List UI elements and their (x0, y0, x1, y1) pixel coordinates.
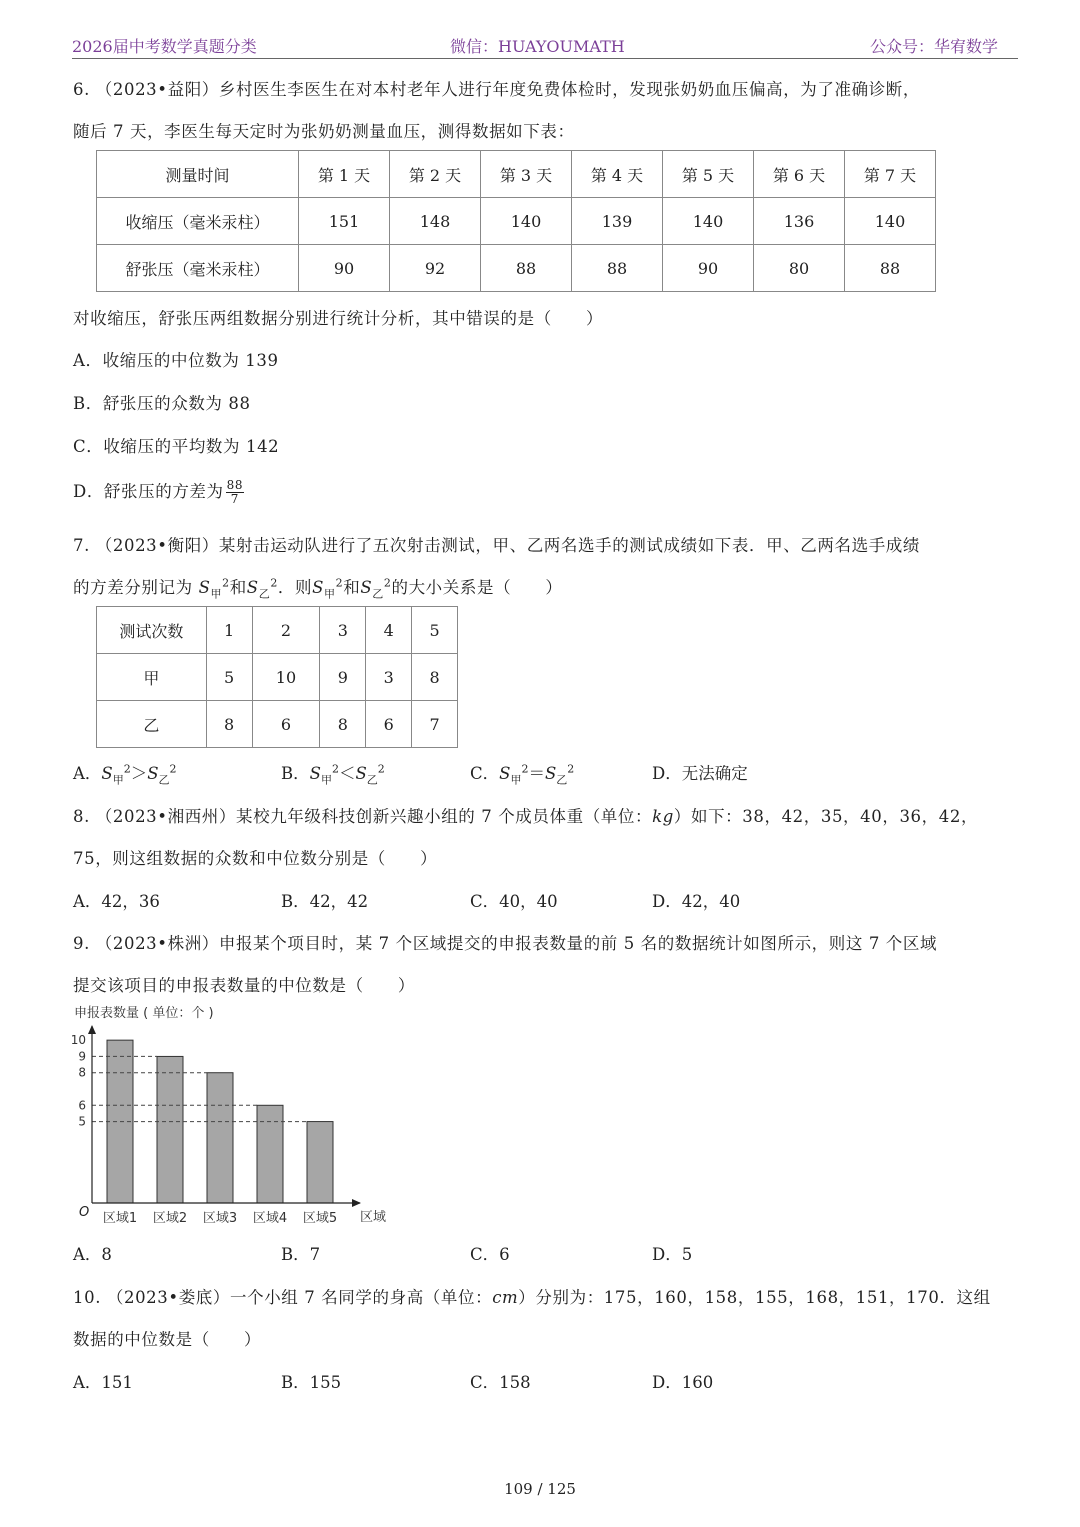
sub-jia: 甲 (324, 587, 336, 601)
q9-option-c: C．6 (470, 1245, 510, 1264)
q9-option-a: A．8 (73, 1245, 112, 1264)
q6-table-cell: 90 (663, 245, 754, 292)
q6-table-cell: 140 (663, 198, 754, 245)
header-account: 公众号：华宥数学 (869, 37, 998, 56)
q6-table-cell: 舒张压（毫米汞柱） (97, 245, 299, 292)
variance-symbol: S (360, 578, 373, 597)
q7-table-body (97, 607, 458, 748)
q6-line1: 6. （2023•益阳）乡村医生李医生在对本村老年人进行年度免费体检时，发现张奶奶血压偏高，为了准确诊断， (73, 80, 921, 99)
q10-option-b: B．155 (281, 1373, 342, 1392)
sub-jia: 甲 (112, 773, 124, 787)
q6-table-cell: 136 (754, 198, 845, 245)
q6-table-cell: 92 (390, 245, 481, 292)
q8-line1 (73, 803, 978, 827)
q9-option-b: B．7 (281, 1245, 321, 1264)
q6-table-cell: 第 5 天 (663, 151, 754, 198)
q6-table-cell: 80 (754, 245, 845, 292)
sup-2: 2 (377, 762, 385, 776)
header-wechat: 微信：HUAYOUMATH (450, 37, 625, 56)
q6-table-row-1 (97, 198, 936, 245)
q8-option-c: C．40，40 (470, 892, 558, 911)
q8-line2: 75，则这组数据的众数和中位数分别是（ ） (73, 849, 438, 868)
q7-table-cell: 2 (252, 607, 320, 654)
q6-table-cell: 第 2 天 (390, 151, 481, 198)
q7-table-cell: 甲 (97, 654, 207, 701)
q6-option-c: C．收缩压的平均数为 142 (73, 437, 280, 456)
q9-line2: 提交该项目的申报表数量的中位数是（ ） (73, 976, 415, 995)
q7-option-b (281, 760, 385, 787)
variance-symbol: S (355, 764, 367, 783)
q7-table (96, 606, 458, 748)
q10-option-d: D．160 (652, 1373, 714, 1392)
q7-table-cell: 9 (320, 654, 366, 701)
q6-option-d (73, 478, 244, 506)
x-tick-label: 区域4 (252, 1211, 288, 1226)
x-tick-labels (103, 1211, 337, 1226)
q7-text-part: 和 (343, 578, 361, 597)
q7-option-d: D．无法确定 (652, 764, 748, 783)
q6-table-row-2 (97, 245, 936, 292)
q7-table-cell: 5 (412, 607, 458, 654)
q7-table-cell: 6 (366, 701, 412, 748)
bar-3 (207, 1073, 233, 1203)
q7-table-cell: 测试次数 (97, 607, 207, 654)
q8-option-b: B．42，42 (281, 892, 369, 911)
sub-jia: 甲 (510, 773, 522, 787)
q9-bar-chart (70, 1000, 400, 1230)
q6-table (96, 150, 936, 292)
q7-line1: 7. （2023•衡阳）某射击运动队进行了五次射击测试，甲、乙两名选手的测试成绩如下表．甲、乙两名选手成绩 (73, 536, 921, 555)
q6-table-cell: 139 (572, 198, 663, 245)
q7-table-cell: 3 (366, 654, 412, 701)
q10-option-a: A．151 (73, 1373, 133, 1392)
sup-2: 2 (331, 762, 339, 776)
q8-option-a: A．42，36 (73, 892, 160, 911)
sup-2: 2 (270, 576, 278, 590)
q6-option-d-fraction (226, 479, 244, 506)
q6-table-cell: 第 4 天 (572, 151, 663, 198)
q8-option-d: D．42，40 (652, 892, 741, 911)
q6-stem: 对收缩压，舒张压两组数据分别进行统计分析，其中错误的是（ ） (73, 309, 604, 328)
variance-symbol: S (147, 764, 159, 783)
sup-2: 2 (222, 576, 230, 590)
sub-yi: 乙 (372, 587, 384, 601)
q6-option-a: A．收缩压的中位数为 139 (73, 351, 279, 370)
q7-option-c (470, 760, 574, 787)
q7-table-cell: 6 (252, 701, 320, 748)
q6-option-d-text: D．舒张压的方差为 (73, 482, 224, 501)
variance-symbol: S (246, 578, 259, 597)
q8-unit: kg (652, 807, 674, 826)
q10-line2: 数据的中位数是（ ） (73, 1330, 262, 1349)
x-tick-label: 区域2 (152, 1211, 188, 1226)
q6-table-cell: 88 (481, 245, 572, 292)
q6-table-cell: 151 (299, 198, 390, 245)
sup-2: 2 (383, 576, 392, 590)
q8-text-part: ）如下：38，42，35，40，36，42， (673, 807, 979, 826)
x-tick-label: 区域3 (202, 1211, 238, 1226)
q6-table-body (97, 151, 936, 292)
q7-text-part: 的方差分别记为 (73, 578, 193, 597)
header-title: 2026届中考数学真题分类 (72, 37, 257, 56)
q7-table-cell: 乙 (97, 701, 207, 748)
q9-line1: 9. （2023•株洲）申报某个项目时，某 7 个区域提交的申报表数量的前 5 名的数据统计如图所示，则这 7 个区域 (73, 934, 938, 953)
sub-yi: 乙 (556, 773, 568, 787)
q6-option-b: B．舒张压的众数为 88 (73, 394, 251, 413)
variance-symbol: S (312, 578, 325, 597)
q10-line1 (73, 1284, 991, 1308)
option-label: B． (281, 764, 310, 783)
q7-table-row-1 (97, 654, 458, 701)
q6-table-cell: 第 3 天 (481, 151, 572, 198)
y-tick-label: 9 (78, 1049, 86, 1064)
q8-text-part: 8. （2023•湘西州）某校九年级科技创新兴趣小组的 7 个成员体重（单位： (73, 807, 653, 826)
q10-unit: cm (492, 1288, 519, 1307)
q6-table-cell: 88 (572, 245, 663, 292)
origin-label: O (79, 1205, 90, 1220)
sup-2: 2 (123, 762, 131, 776)
sup-2: 2 (169, 762, 177, 776)
relation-symbol: ＞ (130, 764, 148, 783)
variance-symbol: S (544, 764, 557, 783)
option-label: C． (470, 764, 500, 783)
bar-5 (307, 1122, 333, 1203)
variance-symbol: S (309, 764, 321, 783)
q6-table-cell: 收缩压（毫米汞柱） (97, 198, 299, 245)
sub-yi: 乙 (158, 773, 170, 787)
fraction-denominator: 7 (230, 492, 239, 506)
variance-symbol: S (198, 578, 211, 597)
variance-symbol: S (101, 764, 113, 783)
q6-table-cell: 140 (845, 198, 936, 245)
page-number: 109 / 125 (504, 1480, 576, 1498)
q7-option-a (73, 760, 177, 787)
q7-table-cell: 4 (366, 607, 412, 654)
q7-text-part: ．则 (277, 578, 313, 597)
bar-2 (157, 1056, 183, 1203)
x-tick-label: 区域5 (302, 1211, 338, 1226)
y-tick-label: 6 (78, 1098, 86, 1113)
q7-table-cell: 8 (320, 701, 366, 748)
sup-2: 2 (521, 762, 529, 776)
q6-table-row-0 (97, 151, 936, 198)
variance-symbol: S (499, 764, 511, 783)
sub-yi: 乙 (366, 773, 378, 787)
fraction-numerator: 88 (226, 478, 244, 492)
q7-table-cell: 5 (206, 654, 252, 701)
q6-table-cell: 88 (845, 245, 936, 292)
q10-option-c: C．158 (470, 1373, 531, 1392)
y-tick-label: 5 (78, 1114, 86, 1129)
q7-table-cell: 7 (412, 701, 458, 748)
q6-table-cell: 测量时间 (97, 151, 299, 198)
q7-table-cell: 8 (412, 654, 458, 701)
q7-line2 (73, 574, 562, 601)
q9-option-d: D．5 (652, 1245, 693, 1264)
relation-symbol: ＜ (338, 764, 356, 783)
q7-table-cell: 10 (252, 654, 320, 701)
y-tick-label: 10 (70, 1033, 86, 1048)
option-label: A． (73, 764, 102, 783)
sup-2: 2 (567, 762, 575, 776)
sub-jia: 甲 (210, 587, 223, 601)
q6-line2: 随后 7 天，李医生每天定时为张奶奶测量血压，测得数据如下表： (73, 122, 575, 141)
q7-text-part: 的大小关系是（ ） (391, 578, 563, 597)
q6-table-cell: 140 (481, 198, 572, 245)
q6-table-cell: 90 (299, 245, 390, 292)
sub-yi: 乙 (258, 587, 271, 601)
y-tick-label: 8 (78, 1065, 86, 1080)
bar-4 (257, 1105, 283, 1203)
q6-table-cell: 第 6 天 (754, 151, 845, 198)
x-tick-label: 区域1 (102, 1211, 138, 1226)
x-axis-label: 区域 (360, 1210, 387, 1225)
q7-table-cell: 1 (206, 607, 252, 654)
sup-2: 2 (335, 576, 344, 590)
relation-symbol: ＝ (528, 764, 545, 783)
q7-table-row-0 (97, 607, 458, 654)
q10-text-part: ）分别为：175，160，158，155，168，151，170．这组 (518, 1288, 991, 1307)
q6-table-cell: 148 (390, 198, 481, 245)
q7-table-cell: 3 (320, 607, 366, 654)
q6-table-cell: 第 1 天 (299, 151, 390, 198)
q6-table-cell: 第 7 天 (845, 151, 936, 198)
page-header (72, 34, 1018, 59)
q7-text-part: 和 (229, 578, 247, 597)
q7-table-row-2 (97, 701, 458, 748)
y-tick-labels (71, 1033, 86, 1128)
sub-jia: 甲 (320, 773, 332, 787)
q7-table-cell: 8 (206, 701, 252, 748)
q10-text-part: 10. （2023•娄底）一个小组 7 名同学的身高（单位： (73, 1288, 493, 1307)
y-axis-label: 申报表数量 ( 单位：个 ) (74, 1006, 214, 1021)
